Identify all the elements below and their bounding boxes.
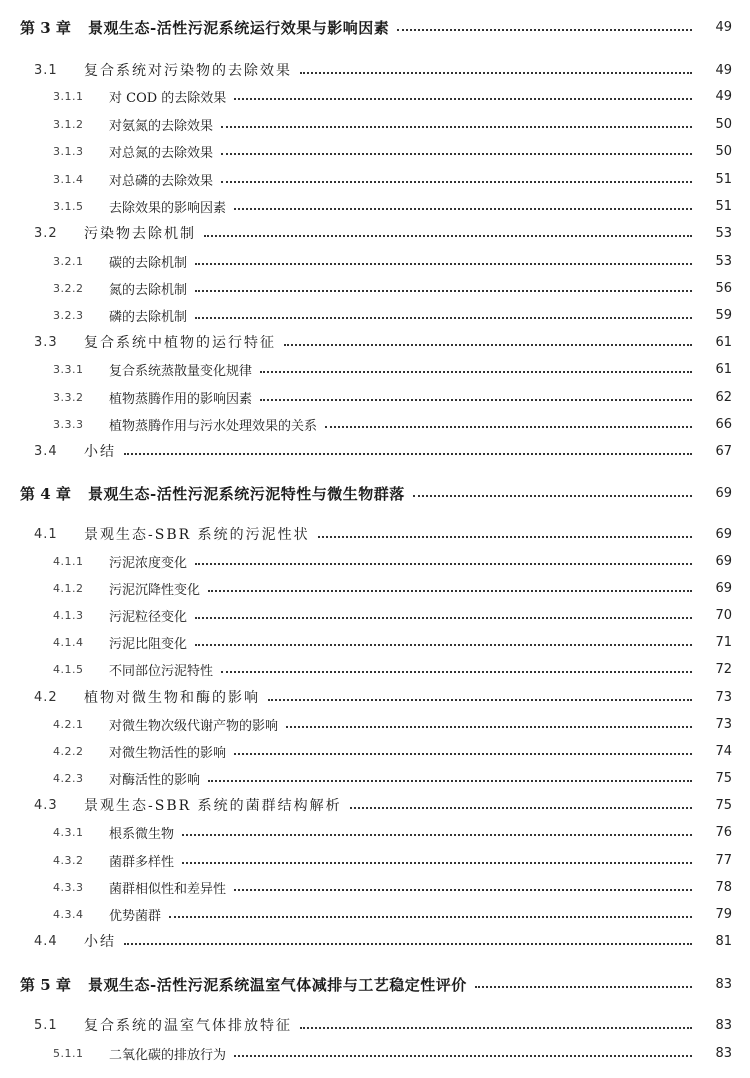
toc-subsection-row[interactable] <box>0 384 750 410</box>
toc-entry-number: 3.1.4 <box>53 172 84 186</box>
dot-leader <box>195 263 692 265</box>
toc-entry-number: 3.3.2 <box>53 390 84 404</box>
toc-entry-page: 79 <box>715 906 732 922</box>
toc-subsection-row[interactable] <box>0 548 750 574</box>
toc-entry-page: 49 <box>715 88 732 104</box>
toc-entry-title: 植物蒸腾作用与污水处理效果的关系 <box>109 418 318 434</box>
toc-entry-page: 75 <box>715 770 732 786</box>
dot-leader <box>284 344 692 346</box>
toc-entry-number: 4.1.3 <box>53 608 84 622</box>
toc-section-row[interactable] <box>0 438 750 464</box>
toc-entry-title: 小结 <box>84 444 116 460</box>
dot-leader <box>195 617 692 619</box>
toc-subsection-row[interactable] <box>0 819 750 845</box>
toc-entry-title: 景观生态-活性污泥系统污泥特性与微生物群落 <box>88 484 405 503</box>
toc-entry-page: 81 <box>715 933 732 949</box>
toc-entry-number: 4.3.3 <box>53 880 84 894</box>
toc-subsection-row[interactable] <box>0 629 750 655</box>
toc-entry-number: 4.2.1 <box>53 717 84 731</box>
toc-subsection-row[interactable] <box>0 166 750 192</box>
toc-entry-page: 75 <box>715 797 732 813</box>
toc-entry-page: 67 <box>715 443 732 459</box>
toc-entry-number: 4.1.2 <box>53 581 84 595</box>
toc-subsection-row[interactable] <box>0 193 750 219</box>
toc-entry-page: 69 <box>715 526 732 542</box>
toc-entry-page: 78 <box>715 879 732 895</box>
toc-entry-page: 53 <box>715 225 732 241</box>
toc-entry-title: 去除效果的影响因素 <box>109 200 227 216</box>
toc-entry-page: 71 <box>715 634 732 650</box>
toc-entry-number: 3.3.3 <box>53 417 84 431</box>
toc-entry-number: 3.2.3 <box>53 308 84 322</box>
toc-subsection-row[interactable] <box>0 602 750 628</box>
toc-entry-title: 污泥沉降性变化 <box>109 582 201 598</box>
dot-leader <box>234 753 692 755</box>
dot-leader <box>234 98 692 100</box>
toc-entry-number: 3.2.2 <box>53 281 84 295</box>
toc-entry-number: 4.1.1 <box>53 554 84 568</box>
toc-section-row[interactable] <box>0 1012 750 1038</box>
toc-entry-title: 复合系统中植物的运行特征 <box>84 335 276 351</box>
dot-leader <box>475 986 692 988</box>
toc-entry-page: 51 <box>715 198 732 214</box>
toc-entry-number: 第 3 章 <box>20 18 71 37</box>
toc-entry-page: 69 <box>715 553 732 569</box>
toc-section-row[interactable] <box>0 684 750 710</box>
dot-leader <box>208 590 692 592</box>
toc-section-row[interactable] <box>0 792 750 818</box>
toc-entry-number: 3.3 <box>34 334 58 350</box>
toc-entry-title: 对 COD 的去除效果 <box>109 90 227 106</box>
toc-entry-number: 3.2.1 <box>53 254 84 268</box>
toc-subsection-row[interactable] <box>0 874 750 900</box>
toc-entry-page: 70 <box>715 607 732 623</box>
toc-entry-title: 景观生态-活性污泥系统运行效果与影响因素 <box>88 18 390 37</box>
toc-entry-number: 4.2.3 <box>53 771 84 785</box>
toc-entry-number: 4.2 <box>34 689 58 705</box>
dot-leader <box>221 126 692 128</box>
dot-leader <box>182 834 692 836</box>
toc-entry-number: 4.1.4 <box>53 635 84 649</box>
toc-entry-page: 66 <box>715 416 732 432</box>
toc-entry-page: 59 <box>715 307 732 323</box>
toc-entry-title: 景观生态-SBR 系统的菌群结构解析 <box>84 798 342 814</box>
toc-entry-page: 83 <box>715 1045 732 1061</box>
dot-leader <box>124 453 692 455</box>
toc-entry-title: 对微生物次级代谢产物的影响 <box>109 718 279 734</box>
toc-entry-title: 污染物去除机制 <box>84 226 196 242</box>
toc-entry-page: 83 <box>715 976 732 992</box>
dot-leader <box>300 72 692 74</box>
toc-entry-number: 3.1 <box>34 62 58 78</box>
toc-entry-number: 4.3 <box>34 797 58 813</box>
toc-entry-title: 复合系统对污染物的去除效果 <box>84 63 292 79</box>
toc-entry-title: 景观生态-SBR 系统的污泥性状 <box>84 527 310 543</box>
dot-leader <box>221 153 692 155</box>
toc-subsection-row[interactable] <box>0 138 750 164</box>
dot-leader <box>234 1055 692 1057</box>
toc-entry-number: 5.1 <box>34 1017 58 1033</box>
dot-leader <box>124 943 692 945</box>
toc-subsection-row[interactable] <box>0 302 750 328</box>
toc-entry-number: 3.1.3 <box>53 144 84 158</box>
toc-chapter-row[interactable] <box>0 480 750 506</box>
toc-subsection-row[interactable] <box>0 847 750 873</box>
toc-entry-title: 对酶活性的影响 <box>109 772 201 788</box>
toc-subsection-row[interactable] <box>0 275 750 301</box>
toc-subsection-row[interactable] <box>0 356 750 382</box>
toc-subsection-row[interactable] <box>0 656 750 682</box>
toc-entry-number: 4.3.4 <box>53 907 84 921</box>
toc-entry-page: 56 <box>715 280 732 296</box>
toc-entry-title: 菌群相似性和差异性 <box>109 881 227 897</box>
toc-entry-page: 50 <box>715 116 732 132</box>
dot-leader <box>195 644 692 646</box>
toc-entry-number: 3.4 <box>34 443 58 459</box>
dot-leader <box>204 235 692 237</box>
toc-entry-page: 51 <box>715 171 732 187</box>
toc-entry-title: 二氧化碳的排放行为 <box>109 1047 227 1063</box>
toc-entry-title: 对总磷的去除效果 <box>109 173 214 189</box>
toc-subsection-row[interactable] <box>0 248 750 274</box>
toc-entry-number: 3.3.1 <box>53 362 84 376</box>
dot-leader <box>318 536 692 538</box>
dot-leader <box>325 426 692 428</box>
toc-subsection-row[interactable] <box>0 901 750 927</box>
toc-entry-page: 83 <box>715 1017 732 1033</box>
toc-subsection-row[interactable] <box>0 83 750 109</box>
toc-entry-title: 污泥粒径变化 <box>109 609 188 625</box>
toc-entry-number: 3.1.5 <box>53 199 84 213</box>
toc-entry-page: 72 <box>715 661 732 677</box>
toc-subsection-row[interactable] <box>0 111 750 137</box>
dot-leader <box>350 807 692 809</box>
toc-entry-page: 69 <box>715 485 732 501</box>
toc-entry-title: 磷的去除机制 <box>109 309 188 325</box>
dot-leader <box>260 399 692 401</box>
dot-leader <box>221 671 692 673</box>
dot-leader <box>234 208 692 210</box>
toc-entry-title: 污泥比阻变化 <box>109 636 188 652</box>
toc-entry-title: 根系微生物 <box>109 826 175 842</box>
toc-chapter-row[interactable] <box>0 14 750 40</box>
toc-subsection-row[interactable] <box>0 738 750 764</box>
toc-entry-page: 74 <box>715 743 732 759</box>
toc-section-row[interactable] <box>0 928 750 954</box>
toc-entry-title: 小结 <box>84 934 116 950</box>
toc-entry-title: 对微生物活性的影响 <box>109 745 227 761</box>
toc-section-row[interactable] <box>0 329 750 355</box>
dot-leader <box>300 1027 692 1029</box>
toc-entry-number: 3.1.1 <box>53 89 84 103</box>
toc-entry-title: 优势菌群 <box>109 908 162 924</box>
dot-leader <box>234 889 692 891</box>
toc-entry-page: 62 <box>715 389 732 405</box>
toc-entry-title: 复合系统蒸散量变化规律 <box>109 363 253 379</box>
dot-leader <box>182 862 692 864</box>
toc-subsection-row[interactable] <box>0 711 750 737</box>
toc-entry-page: 76 <box>715 824 732 840</box>
toc-entry-page: 49 <box>715 19 732 35</box>
toc-entry-number: 第 5 章 <box>20 975 71 994</box>
toc-entry-number: 第 4 章 <box>20 484 71 503</box>
dot-leader <box>195 563 692 565</box>
toc-entry-number: 4.2.2 <box>53 744 84 758</box>
toc-entry-page: 61 <box>715 361 732 377</box>
dot-leader <box>286 726 692 728</box>
dot-leader <box>195 317 692 319</box>
toc-subsection-row[interactable] <box>0 411 750 437</box>
toc-entry-title: 对氨氮的去除效果 <box>109 118 214 134</box>
toc-entry-number: 4.3.2 <box>53 853 84 867</box>
toc-section-row[interactable] <box>0 521 750 547</box>
toc-entry-number: 4.3.1 <box>53 825 84 839</box>
toc-entry-number: 3.2 <box>34 225 58 241</box>
toc-entry-page: 49 <box>715 62 732 78</box>
toc-entry-number: 3.1.2 <box>53 117 84 131</box>
toc-entry-page: 77 <box>715 852 732 868</box>
toc-subsection-row[interactable] <box>0 575 750 601</box>
toc-entry-page: 69 <box>715 580 732 596</box>
toc-entry-title: 污泥浓度变化 <box>109 555 188 571</box>
toc-entry-title: 植物对微生物和酶的影响 <box>84 690 260 706</box>
toc-entry-number: 4.1 <box>34 526 58 542</box>
dot-leader <box>208 780 692 782</box>
toc-entry-page: 73 <box>715 716 732 732</box>
toc-entry-number: 5.1.1 <box>53 1046 84 1060</box>
toc-entry-title: 植物蒸腾作用的影响因素 <box>109 391 253 407</box>
toc-entry-page: 73 <box>715 689 732 705</box>
toc-chapter-row[interactable] <box>0 971 750 997</box>
dot-leader <box>195 290 692 292</box>
toc-entry-title: 复合系统的温室气体排放特征 <box>84 1018 292 1034</box>
toc-entry-page: 61 <box>715 334 732 350</box>
toc-entry-title: 对总氮的去除效果 <box>109 145 214 161</box>
toc-section-row[interactable] <box>0 57 750 83</box>
toc-subsection-row[interactable] <box>0 1040 750 1066</box>
toc-entry-title: 氮的去除机制 <box>109 282 188 298</box>
dot-leader <box>221 181 692 183</box>
toc-entry-page: 50 <box>715 143 732 159</box>
toc-section-row[interactable] <box>0 220 750 246</box>
toc-subsection-row[interactable] <box>0 765 750 791</box>
toc-entry-number: 4.1.5 <box>53 662 84 676</box>
toc-entry-page: 53 <box>715 253 732 269</box>
toc-entry-title: 景观生态-活性污泥系统温室气体减排与工艺稳定性评价 <box>88 975 467 994</box>
toc-entry-number: 4.4 <box>34 933 58 949</box>
dot-leader <box>169 916 692 918</box>
dot-leader <box>397 29 692 31</box>
toc-entry-title: 碳的去除机制 <box>109 255 188 271</box>
toc-entry-title: 菌群多样性 <box>109 854 175 870</box>
dot-leader <box>268 699 692 701</box>
toc-entry-title: 不同部位污泥特性 <box>109 663 214 679</box>
dot-leader <box>413 495 692 497</box>
dot-leader <box>260 371 692 373</box>
